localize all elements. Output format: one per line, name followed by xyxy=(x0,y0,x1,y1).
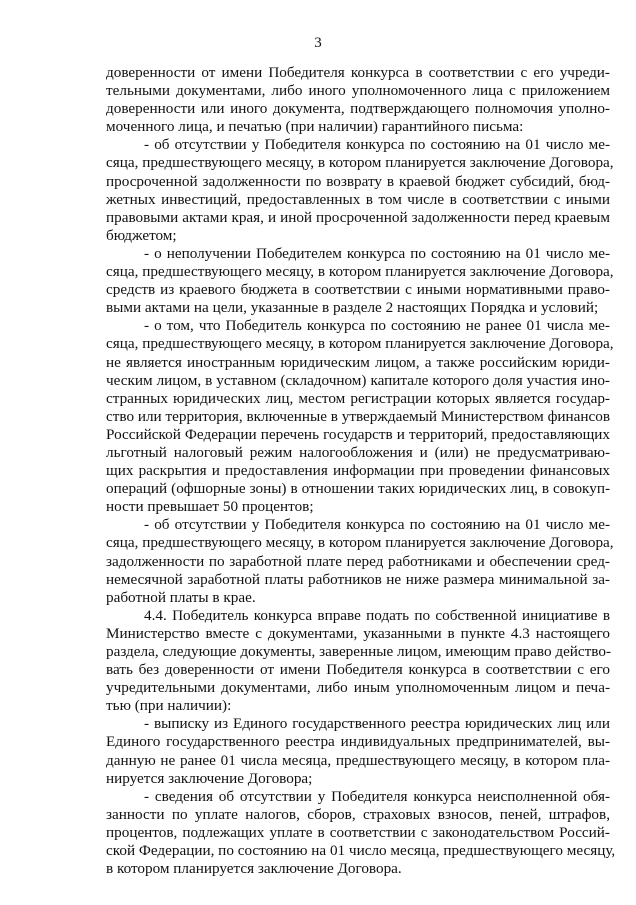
text-line: доверенности от имени Победителя конкурса в соответствии с его учреди- xyxy=(106,64,610,81)
text-line: немесячной заработной платы работников не ниже размера минимальной за- xyxy=(106,570,610,588)
text-line: доверенности или иного документа, подтверждающего полномочия уполно- xyxy=(106,100,610,118)
text-line: данную не ранее 01 числа месяца, предшествующего месяцу, в котором пла- xyxy=(106,751,610,769)
text-line: - об отсутствии у Победителя конкурса по состоянию на 01 число ме- xyxy=(144,516,610,534)
text-line: просроченной задолженности по возврату в краевой бюджет субсидий, бюд- xyxy=(106,172,610,190)
text-line: правовыми актами края, и иной просроченной задолженности перед краевым xyxy=(106,208,610,226)
text-line: работной платы в крае. xyxy=(106,588,256,606)
text-line: странных юридических лиц, местом регистрации которых является государ- xyxy=(106,389,610,407)
text-line: выми актами на цели, указанные в разделе 2 настоящих Порядка и условий; xyxy=(106,299,599,317)
text-line: в котором планируется заключение Договора. xyxy=(106,860,402,878)
text-line: - сведения об отсутствии у Победителя конкурса неисполненной обя- xyxy=(144,787,610,805)
text-line: 4.4. Победитель конкурса вправе подать по собственной инициативе в xyxy=(144,606,610,624)
text-line: не является иностранным юридическим лицом, а также российским юриди- xyxy=(106,353,610,371)
page-number: 3 xyxy=(314,35,322,51)
text-line: сяца, предшествующего месяцу, в котором планируется заключение Договора, xyxy=(106,263,614,281)
text-line: раздела, следующие документы, заверенные лицом, имеющим право действо- xyxy=(106,643,612,660)
text-line: щих раскрытия и предоставления информации при проведении финансовых xyxy=(106,462,610,480)
text-line: вать без доверенности от имени Победителя конкурса в соответствии с его xyxy=(106,661,610,679)
text-line: ности превышает 50 процентов; xyxy=(106,498,314,516)
text-line: - о неполучении Победителем конкурса по состоянию на 01 число ме- xyxy=(144,244,610,262)
text-line: Единого государственного реестра индивидуальных предпринимателей, вы- xyxy=(106,733,610,751)
text-line: бюджетом; xyxy=(106,226,177,244)
text-line: жетных инвестиций, предоставленных в том числе в соответствии с иными xyxy=(106,190,610,208)
text-line: ческим лицом, в уставном (складочном) капитале которого доля участия ино- xyxy=(106,371,610,389)
text-line: Министерство вместе с документами, указанными в пункте 4.3 настоящего xyxy=(106,624,610,642)
text-line: - выписку из Единого государственного реестра юридических лиц или xyxy=(144,715,610,733)
text-line: ской Федерации, по состоянию на 01 число месяца, предшествующего месяцу, xyxy=(106,842,616,860)
document-body xyxy=(106,64,616,878)
text-line: средств из краевого бюджета в соответствии с иными нормативными право- xyxy=(106,281,610,299)
text-line: тью (при наличии): xyxy=(106,697,232,715)
text-line: Российской Федерации перечень государств и территорий, предоставляющих xyxy=(106,425,610,443)
text-line: - о том, что Победитель конкурса по состоянию не ранее 01 числа ме- xyxy=(144,317,610,335)
text-line: задолженности по заработной плате перед работниками и обеспечении сред- xyxy=(106,552,610,570)
text-line: занности по уплате налогов, сборов, страховых взносов, пеней, штрафов, xyxy=(106,805,610,823)
text-line: льготный налоговый режим налогообложения и (или) не предусматриваю- xyxy=(106,443,610,461)
text-line: сяца, предшествующего месяцу, в котором планируется заключение Договора, xyxy=(106,534,614,552)
text-line: моченного лица, и печатью (при наличии) гарантийного письма: xyxy=(106,118,524,136)
text-line: процентов, подлежащих уплате в соответствии с законодательством Россий- xyxy=(106,823,610,841)
text-line: - об отсутствии у Победителя конкурса по состоянию на 01 число ме- xyxy=(144,136,610,154)
text-line: нируется заключение Договора; xyxy=(106,769,313,787)
text-line: тельными документами, либо иного уполномоченного лица с приложением xyxy=(106,82,610,100)
text-line: операций (офшорные зоны) в отношении таких юридических лиц, в совокуп- xyxy=(106,480,610,498)
text-line: учредительными документами, либо иным уполномоченным лицом и печа- xyxy=(106,679,610,697)
text-line: сяца, предшествующего месяцу, в котором планируется заключение Договора, xyxy=(106,335,614,353)
text-line: ство или территория, включенные в утверждаемый Министерством финансов xyxy=(106,407,611,425)
text-line: сяца, предшествующего месяцу, в котором планируется заключение Договора, xyxy=(106,154,614,172)
